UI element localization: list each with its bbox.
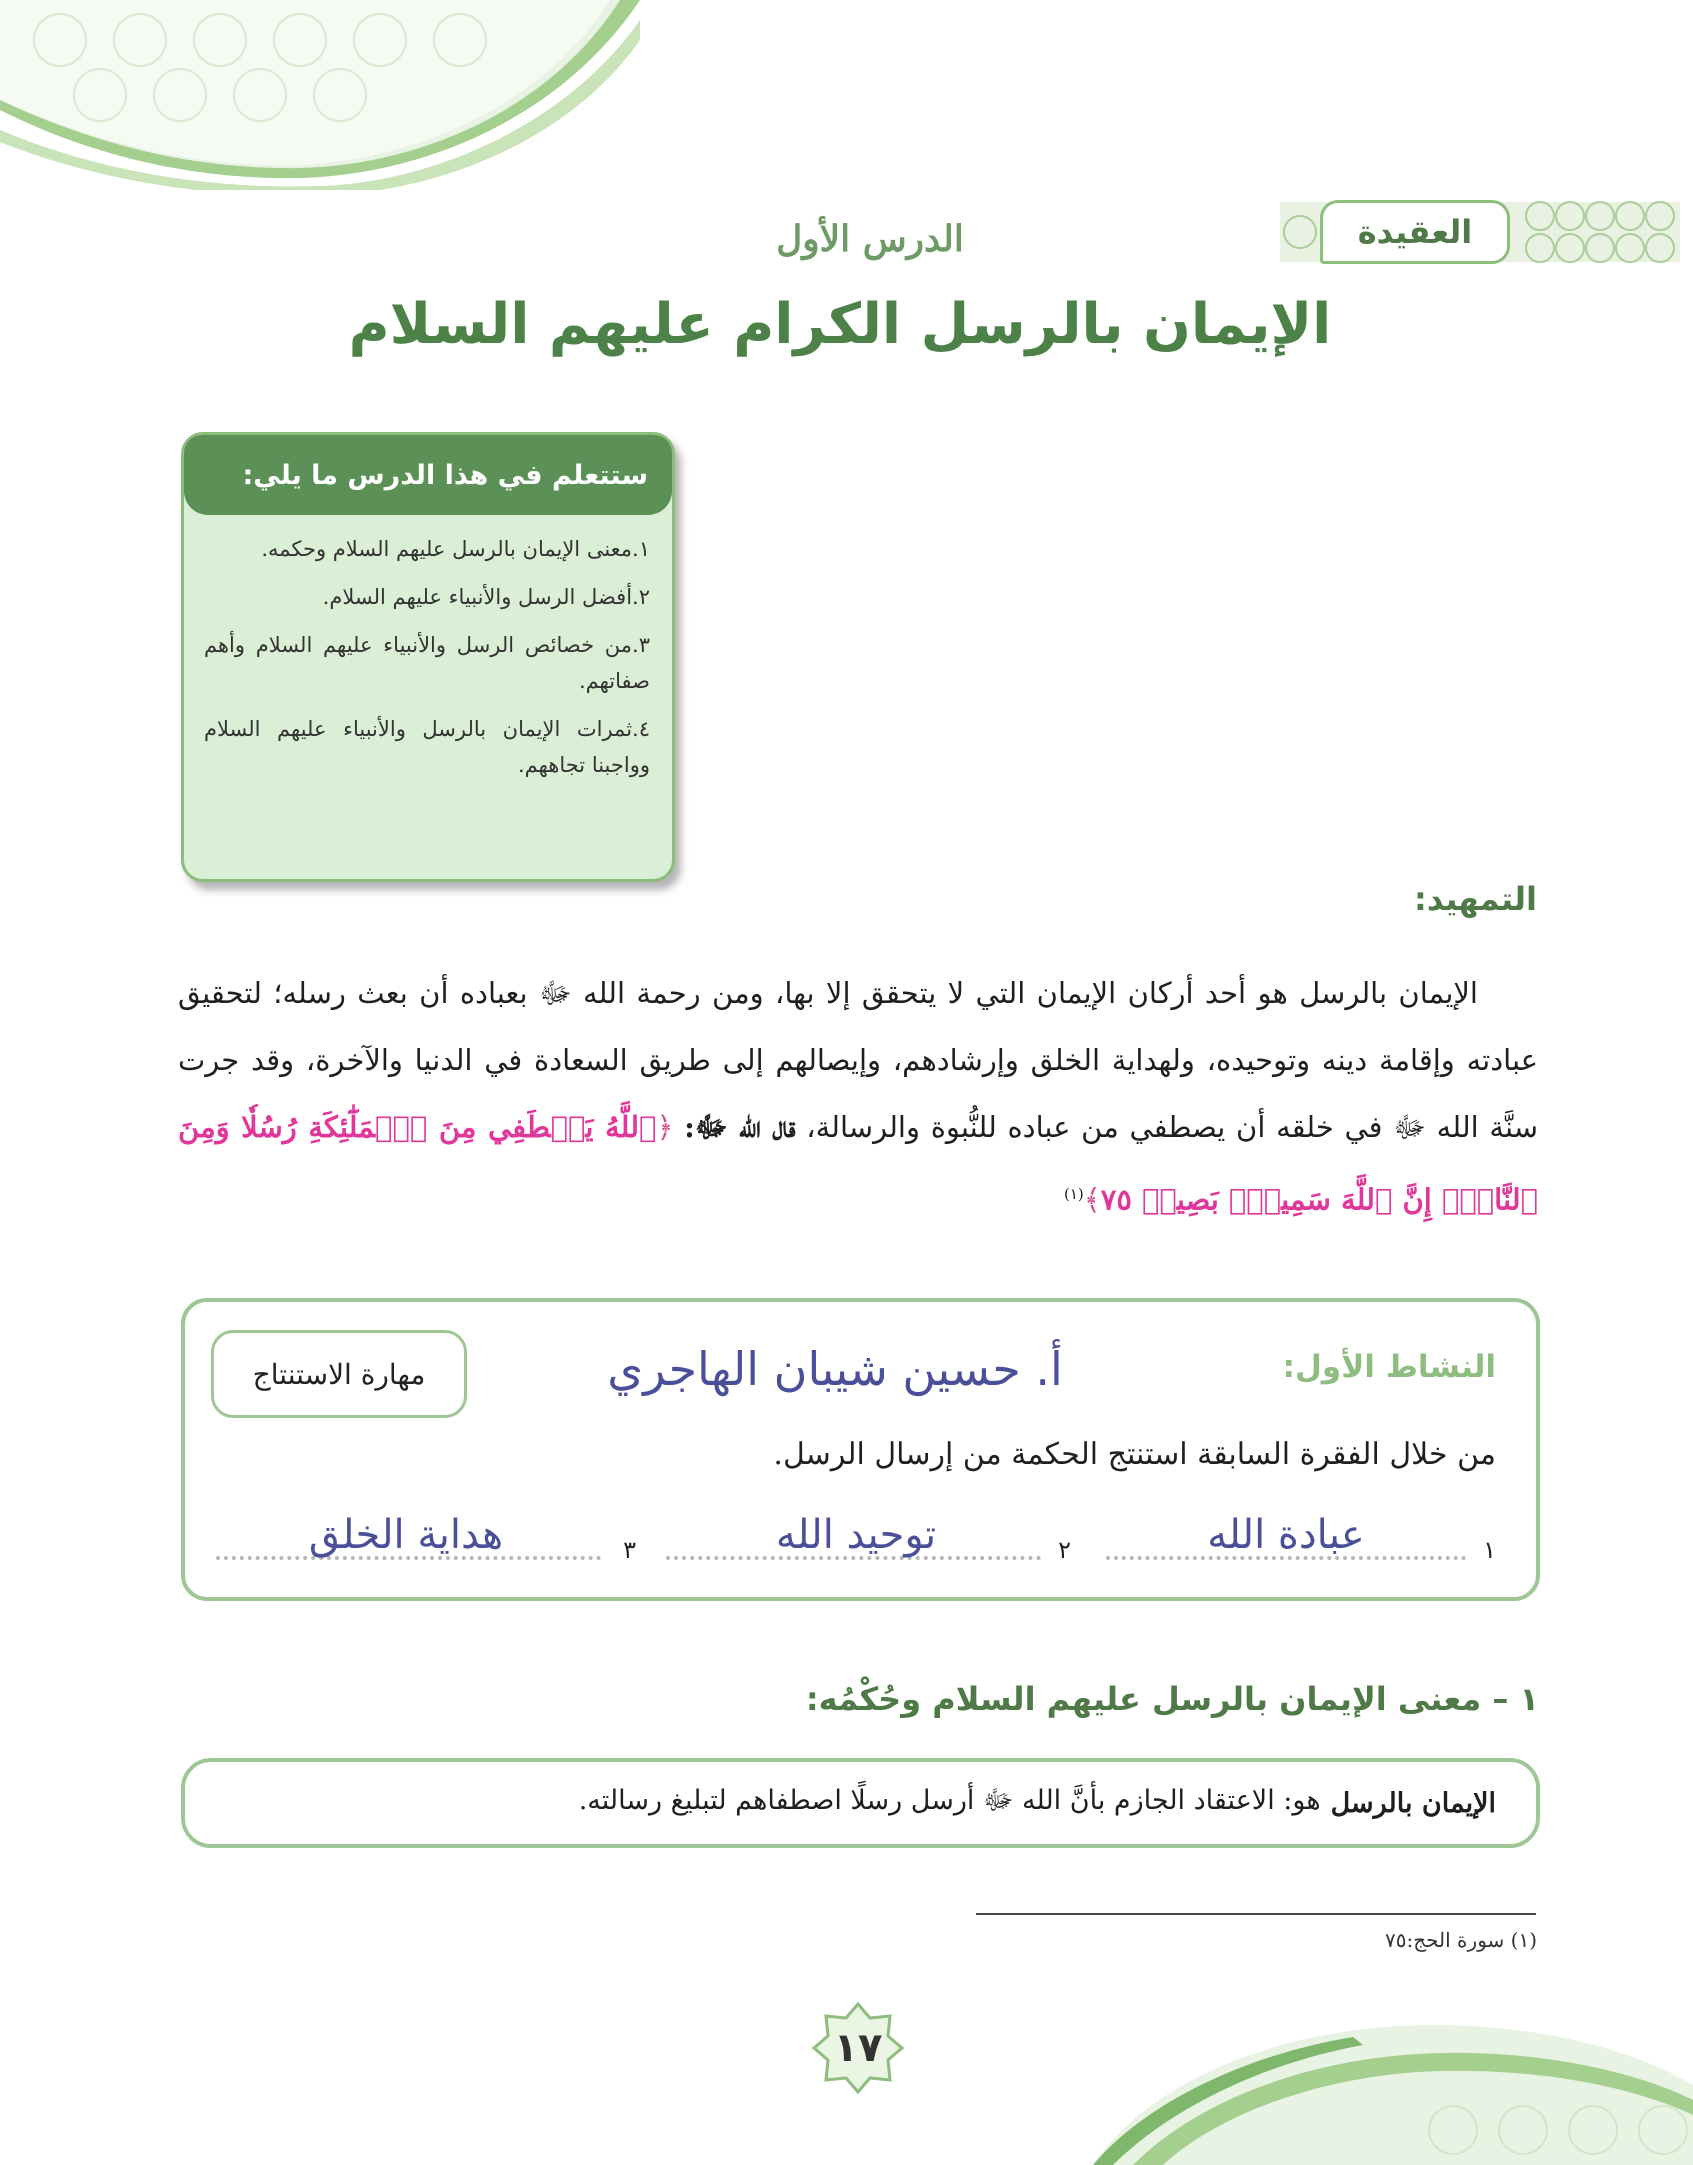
verse-open-bracket: ﴿ [656,1110,674,1144]
student-name: أ. حسين شيبان الهاجري [607,1342,1063,1396]
definition-text: هو: الاعتقاد الجازم بأنَّ الله ﷻ أرسل رسلًا اصطفاهم لتبليغ رسالته. [578,1785,1321,1816]
answer-text: عبادة الله [1207,1512,1365,1558]
subject-tag [1280,190,1680,275]
page-number-badge [810,2000,906,2096]
objective-item: ٣.من خصائص الرسل والأنبياء عليهم السلام وأهم صفاتهم. [204,633,650,693]
footnote: (١) سورة الحج:٧٥ [1385,1928,1537,1952]
intro-body: الإيمان بالرسل هو أحد أركان الإيمان التي لا يتحقق إلا بها، ومن رحمة الله ﷻ بعباده أن بعث رسله؛ لتحقيق عبادته وإقامة دينه وتوحيده، ولهداية الخلق وإرشادهم، وإيصالهم إلى طريق السعادة في الدنيا والآخرة، وقد جرت سنَّة الله ﷻ في خلقه أن يصطفي من عباده للنُّبوة والرسالة، [178,976,1538,1144]
answer-number: ٢ [1058,1536,1071,1564]
top-decoration-swoosh [0,0,640,190]
intro-paragraph [178,960,1538,1234]
objectives-box [181,432,675,882]
section-heading: ١ – معنى الإيمان بالرسل عليهم السلام وحُكْمُه: [805,1680,1539,1718]
answer-number: ٣ [623,1536,636,1564]
activity-prompt: من خلال الفقرة السابقة استنتج الحكمة من إرسال الرسل. [773,1437,1496,1472]
footnote-divider [976,1913,1536,1915]
page-number: ١٧ [833,2025,883,2071]
objective-item: ١.معنى الإيمان بالرسل عليهم السلام وحكمه. [261,537,650,561]
answer-text: توحيد الله [775,1512,937,1558]
quran-verse: ٱللَّهُ يَصۡطَفِي مِنَ ٱلۡمَلَٰٓئِكَةِ رُسُلٗا وَمِنَ ٱلنَّاسِۚ إِنَّ ٱللَّهَ سَمِيعُۢ بَصِيرٞ ٧٥ [178,1110,1538,1217]
verse-close-bracket: ﴾ [1083,1182,1101,1217]
answer-text: هداية الخلق [308,1512,504,1558]
intro-heading: التمهيد: [1414,880,1537,918]
footnote-reference: (١) [1064,1185,1084,1203]
lesson-number: الدرس الأول [776,218,964,260]
bottom-decoration-swoosh [1093,1925,1693,2165]
quote-intro: قال الله ﷻ: [684,1110,796,1144]
objectives-list [204,531,650,795]
lesson-title: الإيمان بالرسل الكرام عليهم السلام [348,292,1332,357]
objectives-title: ستتعلم في هذا الدرس ما يلي: [184,435,672,515]
skill-badge: مهارة الاستنتاج [211,1330,467,1418]
objective-item: ٤.ثمرات الإيمان بالرسل والأنبياء عليهم السلام وواجبنا تجاههم. [204,717,650,777]
definition-term: الإيمان بالرسل [1330,1787,1496,1819]
activity-box [181,1298,1540,1601]
definition-box [181,1758,1540,1848]
objective-item: ٢.أفضل الرسل والأنبياء عليهم السلام. [322,585,650,609]
answer-number: ١ [1483,1536,1496,1564]
subject-label: العقيدة [1320,200,1510,264]
activity-label: النشاط الأول: [1282,1349,1496,1385]
